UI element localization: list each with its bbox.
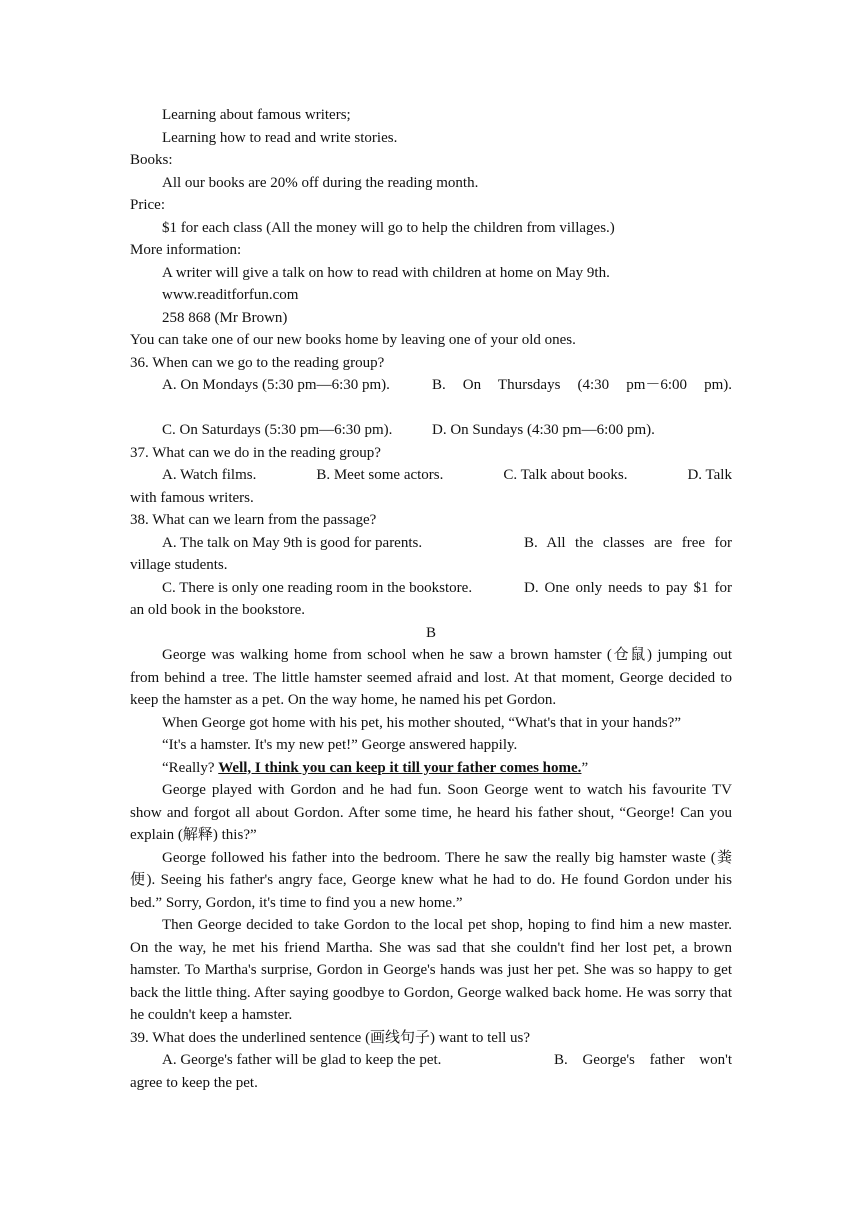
option-c: C. Talk about books. bbox=[503, 467, 628, 483]
question-38-options-row-1 bbox=[130, 532, 732, 555]
option-a: A. Watch films. bbox=[162, 467, 257, 483]
ad-website: www.readitforfun.com bbox=[162, 287, 299, 303]
quote-close: ” bbox=[581, 759, 589, 776]
option-b: B. Meet some actors. bbox=[316, 467, 444, 483]
ad-heading-more-info: More information: bbox=[130, 242, 242, 258]
section-heading-b: B bbox=[425, 624, 436, 641]
ad-line: $1 for each class (All the money will go to help the children from villages.) bbox=[162, 219, 615, 236]
option-b: B. All the classes are free for bbox=[524, 534, 732, 551]
story-paragraph: George followed his father into the bedroom. There he saw the really big hamster waste (粪便). Seeing his father's angry face, George knew what he had to do. He found Gordon under his bed.” Sorry, Gordon, it's time to find you a new home.” bbox=[130, 849, 732, 911]
story-paragraph: Then George decided to take Gordon to the local pet shop, hoping to find him a new master. On the way, he met his friend Martha. She was sad that she couldn't find her lost pet, a brown hamster. To Martha's surprise, Gordon in George's hands was just her pet. She was so happy to get back the little thing. After saying goodbye to Gordon, George walked back home. He was sorry that he couldn't keep a hamster. bbox=[130, 917, 732, 1023]
option-b-continued: agree to keep the pet. bbox=[130, 1074, 258, 1091]
question-39-stem: 39. What does the underlined sentence (画线句子) want to tell us? bbox=[130, 1029, 531, 1046]
question-37-options bbox=[130, 464, 732, 487]
story-paragraph: “It's a hamster. It's my new pet!” George answered happily. bbox=[162, 737, 518, 753]
story-paragraph-underlined bbox=[130, 757, 732, 780]
question-36-options-row-1 bbox=[130, 374, 732, 397]
page-content bbox=[130, 104, 732, 1094]
option-c: C. On Saturdays (5:30 pm—6:30 pm). bbox=[162, 422, 393, 438]
ad-line: Learning how to read and write stories. bbox=[162, 129, 398, 146]
underlined-sentence: Well, I think you can keep it till your father comes home. bbox=[218, 759, 582, 776]
ad-tail: You can take one of our new books home by leaving one of your old ones. bbox=[130, 332, 576, 348]
ad-heading-books: Books: bbox=[130, 152, 173, 168]
story-paragraph: George played with Gordon and he had fun. Soon George went to watch his favourite TV show and forgot all about Gordon. After some time, he heard his father shout, “George! Can you explain (解释) this?” bbox=[130, 782, 732, 843]
ad-heading-price: Price: bbox=[130, 197, 165, 213]
option-b: B. On Thursdays (4:30 pm－6:00 pm). bbox=[432, 377, 732, 393]
option-c: C. There is only one reading room in the bookstore. bbox=[162, 579, 473, 596]
option-b-continued: village students. bbox=[130, 557, 228, 573]
option-d-continued: an old book in the bookstore. bbox=[130, 602, 305, 618]
option-d: D. One only needs to pay $1 for bbox=[524, 579, 732, 596]
option-d: D. Talk bbox=[687, 467, 732, 483]
story-paragraph: When George got home with his pet, his mother shouted, “What's that in your hands?” bbox=[162, 714, 681, 731]
option-a: A. George's father will be glad to keep the pet. bbox=[162, 1052, 442, 1068]
question-36-stem: 36. When can we go to the reading group? bbox=[130, 354, 385, 371]
option-a: A. On Mondays (5:30 pm—6:30 pm). bbox=[162, 377, 390, 393]
question-38-options-row-2 bbox=[130, 577, 732, 600]
question-38-stem: 38. What can we learn from the passage? bbox=[130, 512, 377, 528]
question-36-options-row-2 bbox=[130, 419, 732, 442]
question-39-options-row-1 bbox=[130, 1049, 732, 1072]
quote-open: “Really? bbox=[162, 759, 219, 776]
ad-line: Learning about famous writers; bbox=[162, 107, 351, 123]
ad-phone: 258 868 (Mr Brown) bbox=[162, 309, 288, 326]
option-d: D. On Sundays (4:30 pm—6:00 pm). bbox=[432, 422, 655, 438]
option-d-continued: with famous writers. bbox=[130, 489, 254, 506]
option-a: A. The talk on May 9th is good for parents. bbox=[162, 534, 423, 551]
story-paragraph: George was walking home from school when he saw a brown hamster (仓鼠) jumping out from behind a tree. The little hamster seemed afraid and lost. At that moment, George decided to keep the hamster as a pet. On the way home, he named his pet Gordon. bbox=[130, 647, 732, 708]
option-b: B. George's father won't bbox=[554, 1052, 732, 1068]
question-37-stem: 37. What can we do in the reading group? bbox=[130, 444, 381, 461]
ad-line: All our books are 20% off during the reading month. bbox=[162, 174, 479, 191]
blank-line bbox=[130, 397, 732, 420]
ad-line: A writer will give a talk on how to read with children at home on May 9th. bbox=[162, 264, 610, 281]
